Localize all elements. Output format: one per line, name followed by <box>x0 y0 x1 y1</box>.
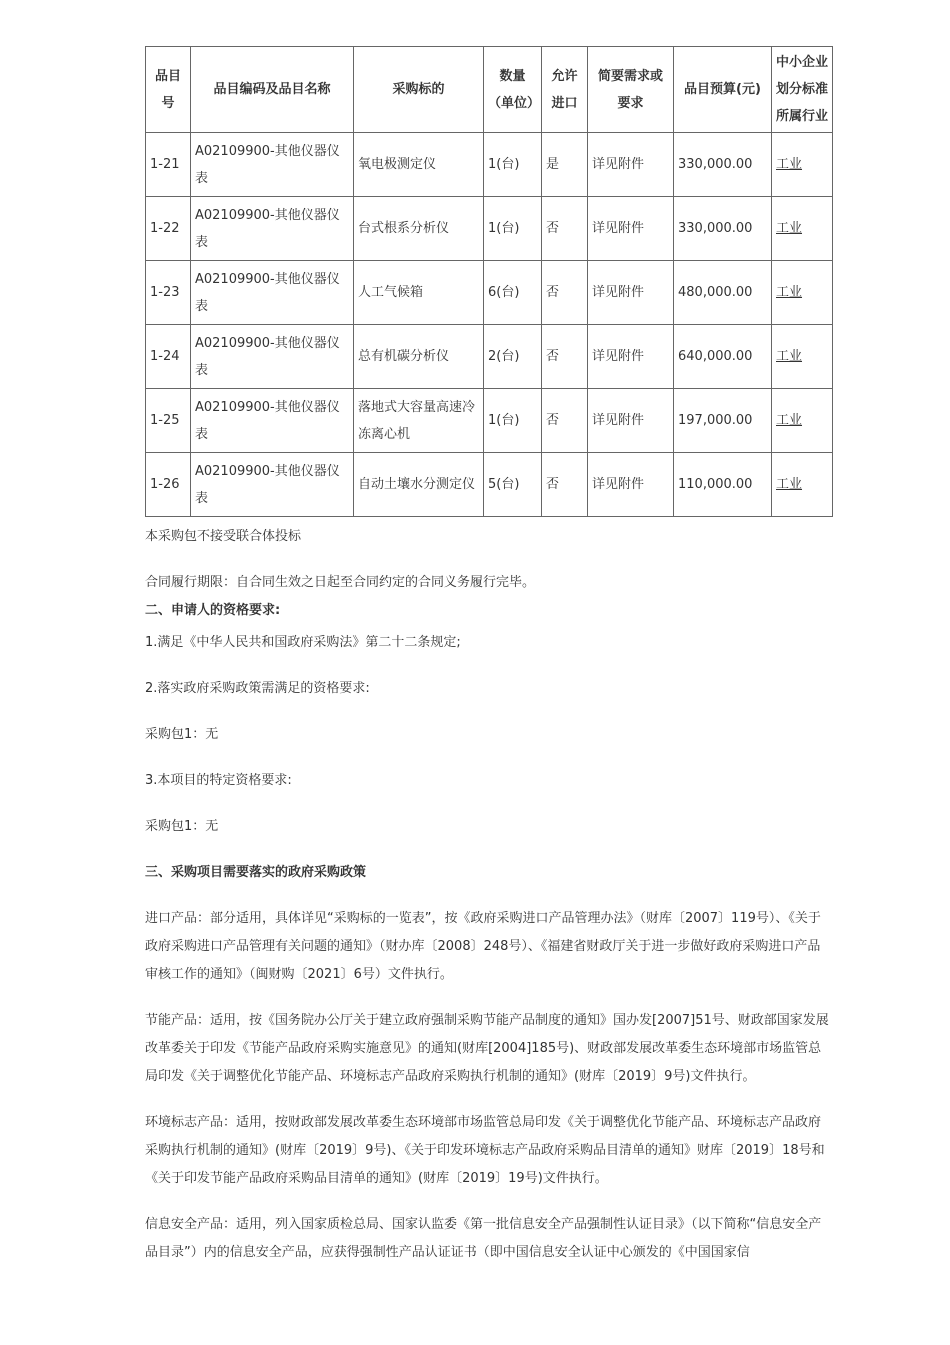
table-row <box>146 261 833 325</box>
document-content <box>145 46 832 1267</box>
header-import: 允许进口 <box>542 47 588 133</box>
industry-link[interactable]: 工业 <box>776 413 803 428</box>
policy-information-security-products: 信息安全产品：适用，列入国家质检总局、国家认监委《第一批信息安全产品强制性认证目录》（以下简称“信息安全产品目录”）内的信息安全产品，应获得强制性产品认证证书（即中国信息安全认证中心颁发的《中国国家信 <box>145 1217 822 1260</box>
cell-item-no: 1-23 <box>146 261 191 325</box>
cell-industry <box>772 389 833 453</box>
cell-item-code: A02109900-其他仪器仪表 <box>191 325 354 389</box>
table-row <box>146 197 833 261</box>
cell-quantity: 5(台) <box>484 453 542 517</box>
header-requirements: 简要需求或要求 <box>588 47 674 133</box>
cell-item-code: A02109900-其他仪器仪表 <box>191 197 354 261</box>
policy-environmental-label-products: 环境标志产品：适用，按财政部发展改革委生态环境部市场监管总局印发《关于调整优化节能产品、环境标志产品政府采购执行机制的通知》(财库〔2019〕9号)、《关于印发环境标志产品政府采购品目清单的通知》财库〔2019〕18号和《关于印发节能产品政府采购品目清单的通知》(财库〔2019〕19号)文件执行。 <box>145 1115 825 1186</box>
qualification-req-1: 1.满足《中华人民共和国政府采购法》第二十二条规定; <box>145 635 461 650</box>
cell-requirements: 详见附件 <box>588 325 674 389</box>
cell-industry <box>772 325 833 389</box>
table-row <box>146 325 833 389</box>
industry-link[interactable]: 工业 <box>776 221 803 236</box>
policy-energy-saving-products: 节能产品：适用，按《国务院办公厅关于建立政府强制采购节能产品制度的通知》国办发[2007]51号、财政部国家发展改革委关于印发《节能产品政府采购实施意见》的通知(财库[2004]185号)、财政部发展改革委生态环境部市场监管总局印发《关于调整优化节能产品、环境标志产品政府采购执行机制的通知》(财库〔2019〕9号)文件执行。 <box>145 1013 829 1084</box>
qualification-req-3-package: 采购包1：无 <box>145 819 219 834</box>
table-header-row <box>146 47 833 133</box>
cell-target: 人工气候箱 <box>354 261 484 325</box>
cell-requirements: 详见附件 <box>588 453 674 517</box>
header-target: 采购标的 <box>354 47 484 133</box>
cell-import: 是 <box>542 133 588 197</box>
cell-item-no: 1-24 <box>146 325 191 389</box>
cell-requirements: 详见附件 <box>588 197 674 261</box>
cell-quantity: 1(台) <box>484 389 542 453</box>
cell-item-code: A02109900-其他仪器仪表 <box>191 389 354 453</box>
industry-link[interactable]: 工业 <box>776 285 803 300</box>
cell-budget: 110,000.00 <box>674 453 772 517</box>
cell-item-code: A02109900-其他仪器仪表 <box>191 453 354 517</box>
contract-period: 合同履行期限：自合同生效之日起至合同约定的合同义务履行完毕。 <box>145 575 536 590</box>
qualification-req-3: 3.本项目的特定资格要求: <box>145 773 292 788</box>
cell-import: 否 <box>542 389 588 453</box>
cell-quantity: 2(台) <box>484 325 542 389</box>
table-row <box>146 453 833 517</box>
header-quantity: 数量（单位） <box>484 47 542 133</box>
cell-industry <box>772 261 833 325</box>
cell-requirements: 详见附件 <box>588 261 674 325</box>
cell-target: 落地式大容量高速冷冻离心机 <box>354 389 484 453</box>
cell-budget: 330,000.00 <box>674 197 772 261</box>
cell-quantity: 6(台) <box>484 261 542 325</box>
cell-import: 否 <box>542 261 588 325</box>
cell-item-no: 1-26 <box>146 453 191 517</box>
header-item-no: 品目号 <box>146 47 191 133</box>
cell-target: 台式根系分析仪 <box>354 197 484 261</box>
procurement-items-table <box>145 46 833 517</box>
cell-item-no: 1-21 <box>146 133 191 197</box>
cell-target: 氧电极测定仪 <box>354 133 484 197</box>
section-2-title: 二、申请人的资格要求: <box>145 603 281 618</box>
table-row <box>146 389 833 453</box>
cell-item-code: A02109900-其他仪器仪表 <box>191 261 354 325</box>
cell-item-no: 1-25 <box>146 389 191 453</box>
policy-import-products: 进口产品：部分适用，具体详见“采购标的一览表”，按《政府采购进口产品管理办法》（财库〔2007〕119号）、《关于政府采购进口产品管理有关问题的通知》（财办库〔2008〕248号）、《福建省财政厅关于进一步做好政府采购进口产品审核工作的通知》（闽财购〔2021〕6号）文件执行。 <box>145 911 821 982</box>
table-row <box>146 133 833 197</box>
cell-requirements: 详见附件 <box>588 389 674 453</box>
cell-quantity: 1(台) <box>484 133 542 197</box>
header-budget: 品目预算(元) <box>674 47 772 133</box>
cell-budget: 480,000.00 <box>674 261 772 325</box>
cell-industry <box>772 197 833 261</box>
cell-item-no: 1-22 <box>146 197 191 261</box>
cell-target: 总有机碳分析仪 <box>354 325 484 389</box>
cell-budget: 197,000.00 <box>674 389 772 453</box>
cell-budget: 640,000.00 <box>674 325 772 389</box>
qualification-req-2-package: 采购包1：无 <box>145 727 219 742</box>
cell-budget: 330,000.00 <box>674 133 772 197</box>
no-consortium-note: 本采购包不接受联合体投标 <box>145 529 302 544</box>
cell-requirements: 详见附件 <box>588 133 674 197</box>
cell-quantity: 1(台) <box>484 197 542 261</box>
industry-link[interactable]: 工业 <box>776 157 803 172</box>
header-industry: 中小企业划分标准所属行业 <box>772 47 833 133</box>
cell-import: 否 <box>542 453 588 517</box>
header-item-code: 品目编码及品目名称 <box>191 47 354 133</box>
cell-item-code: A02109900-其他仪器仪表 <box>191 133 354 197</box>
section-3-title: 三、采购项目需要落实的政府采购政策 <box>145 865 367 880</box>
industry-link[interactable]: 工业 <box>776 349 803 364</box>
cell-industry <box>772 453 833 517</box>
qualification-req-2: 2.落实政府采购政策需满足的资格要求: <box>145 681 370 696</box>
industry-link[interactable]: 工业 <box>776 477 803 492</box>
cell-import: 否 <box>542 325 588 389</box>
cell-industry <box>772 133 833 197</box>
cell-import: 否 <box>542 197 588 261</box>
cell-target: 自动土壤水分测定仪 <box>354 453 484 517</box>
